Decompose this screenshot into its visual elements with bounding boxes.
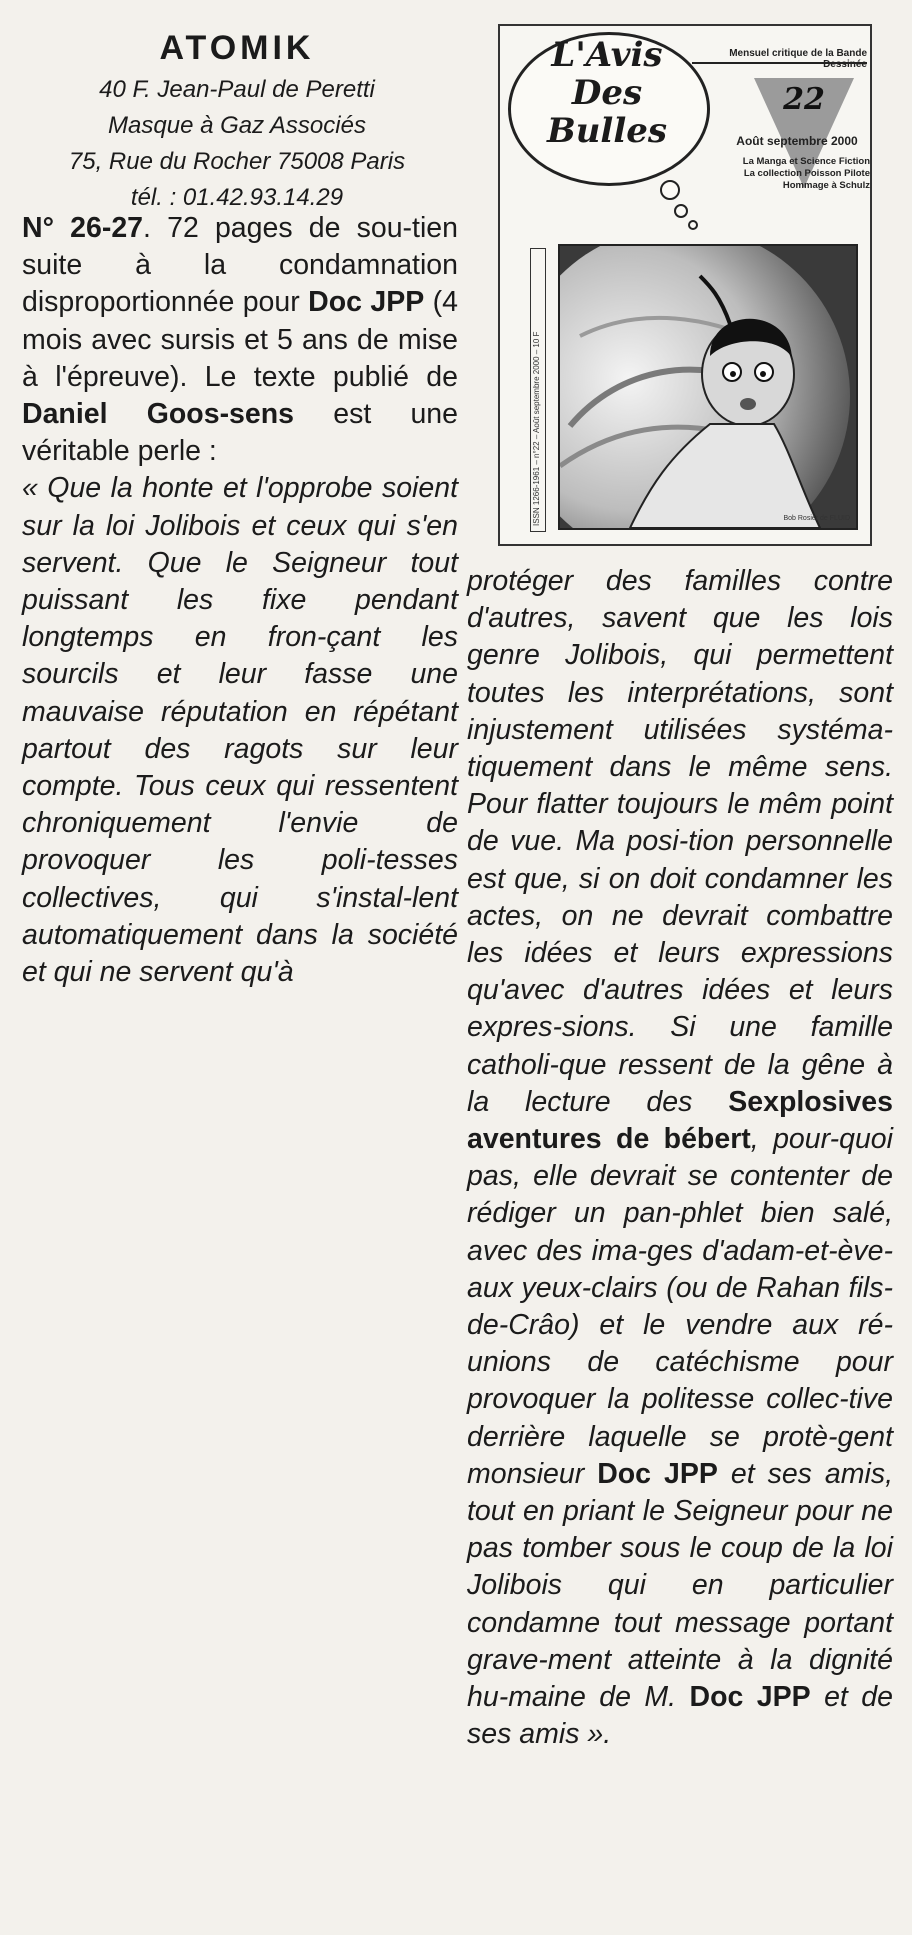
magazine-cover (498, 24, 872, 546)
author-name: Daniel Goos-sens (22, 398, 295, 431)
cover-illustration (558, 244, 858, 530)
contact-line-1: 40 F. Jean-Paul de Peretti (99, 76, 375, 103)
cover-issue-date: Août septembre 2000 (736, 134, 858, 148)
article-intro-paragraph (22, 210, 458, 470)
illustration-drawing (560, 246, 856, 528)
quote-right-text-2: , pour-quoi pas, elle devrait se contenter de rédiger un pan-phlet bien salé, avec des ima-ges d'adam-et-ève-aux yeux-clairs (ou de Rahan fils-de-Crâo) et le vendre aux ré-unions de catéchisme pour provoquer la politesse collec-tive derrière laquelle se protè-gent monsieur (467, 1123, 893, 1490)
intro-text-1: . 72 pages de sou-tien suite à la condamnation disproportionnée pour (22, 212, 458, 319)
intro-text-3: est une véritable perle : (22, 398, 459, 468)
quote-right-text-4: et de ses amis ». (467, 1681, 893, 1751)
intro-text-2: (4 mois avec sursis et 5 ans de mise à l'épreuve). Le texte publié de (22, 286, 458, 393)
quote-right (467, 563, 893, 1754)
cover-title-line-1: L'Avis (551, 35, 663, 75)
quote-left (22, 470, 458, 991)
contact-line-4: tél. : 01.42.93.14.29 (130, 184, 344, 211)
publication-title: ATOMIK (159, 29, 315, 67)
illustration-credit: Bob Rosier de FLUID (783, 515, 850, 522)
doc-jpp-name-3: Doc JPP (689, 1681, 811, 1714)
doc-jpp-name-2: Doc JPP (597, 1457, 718, 1490)
cover-spine-text: ISSN 1266-1961 – n°22 – Août septembre 2000 – 10 F (532, 331, 541, 526)
cover-issue-number: 22 (783, 82, 825, 117)
contact-line-3: 75, Rue du Rocher 75008 Paris (68, 148, 406, 175)
contact-line-2: Masque à Gaz Associés (108, 112, 366, 139)
quote-left-text: « Que la honte et l'opprobe soient sur la loi Jolibois et ceux qui s'en servent. Que le Seigneur tout puissant les fixe pendant longtemps en fron-çant les sourcils et leur fasse une mauvaise réputation en répétant partout des ragots sur leur compte. Tous ceux qui ressentent chroniquement l'envie de provoquer les poli-tesses collectives, qui s'instal-lent automatiquement dans la société et qui ne servent qu'à (22, 472, 458, 989)
contact-header (22, 24, 452, 216)
thought-dot-large (660, 180, 680, 200)
article-right-column (467, 563, 893, 1754)
issue-number: N° 26-27 (22, 212, 144, 244)
thought-dot-small (688, 220, 698, 230)
doc-jpp-name: Doc JPP (308, 286, 425, 319)
cover-line-3: Hommage à Schulz (782, 180, 870, 191)
cover-title-line-3: Bulles (546, 111, 668, 151)
thought-dot-medium (674, 204, 688, 218)
quote-right-text-3: et ses amis, tout en priant le Seigneur pour ne pas tomber sous le coup de la loi Jolibois qui en particulier condamne tout message portant grave-ment atteinte à la dignité hu-maine de M. (467, 1457, 893, 1714)
quote-right-text-1: protéger des familles contre d'autres, savent que les lois genre Jolibois, qui permettent toutes les interprétations, sont injustement utilisées systéma-tiquement dans le même sens. Pour flatter toujours le mêm point de vue. Ma posi-tion personnelle est que, si on doit condamner les actes, on ne devrait combattre les idées et leurs expressions qu'avec d'autres idées et leurs expres-sions. Si une famille catholi-que ressent de la gêne à la lecture des (467, 565, 893, 1118)
cover-title-line-2: Des (571, 73, 643, 113)
cover-lines (712, 156, 870, 192)
tagline-rule (692, 62, 867, 64)
cover-title (512, 36, 702, 150)
book-title: Sexplosives aventures de bébert (467, 1085, 893, 1156)
article-left-column (22, 210, 458, 991)
cover-line-2: La collection Poisson Pilote (743, 168, 870, 179)
cover-line-1: La Manga et Science Fiction (742, 156, 870, 167)
cover-tagline: Mensuel critique de la Bande Dessinée (729, 48, 867, 70)
